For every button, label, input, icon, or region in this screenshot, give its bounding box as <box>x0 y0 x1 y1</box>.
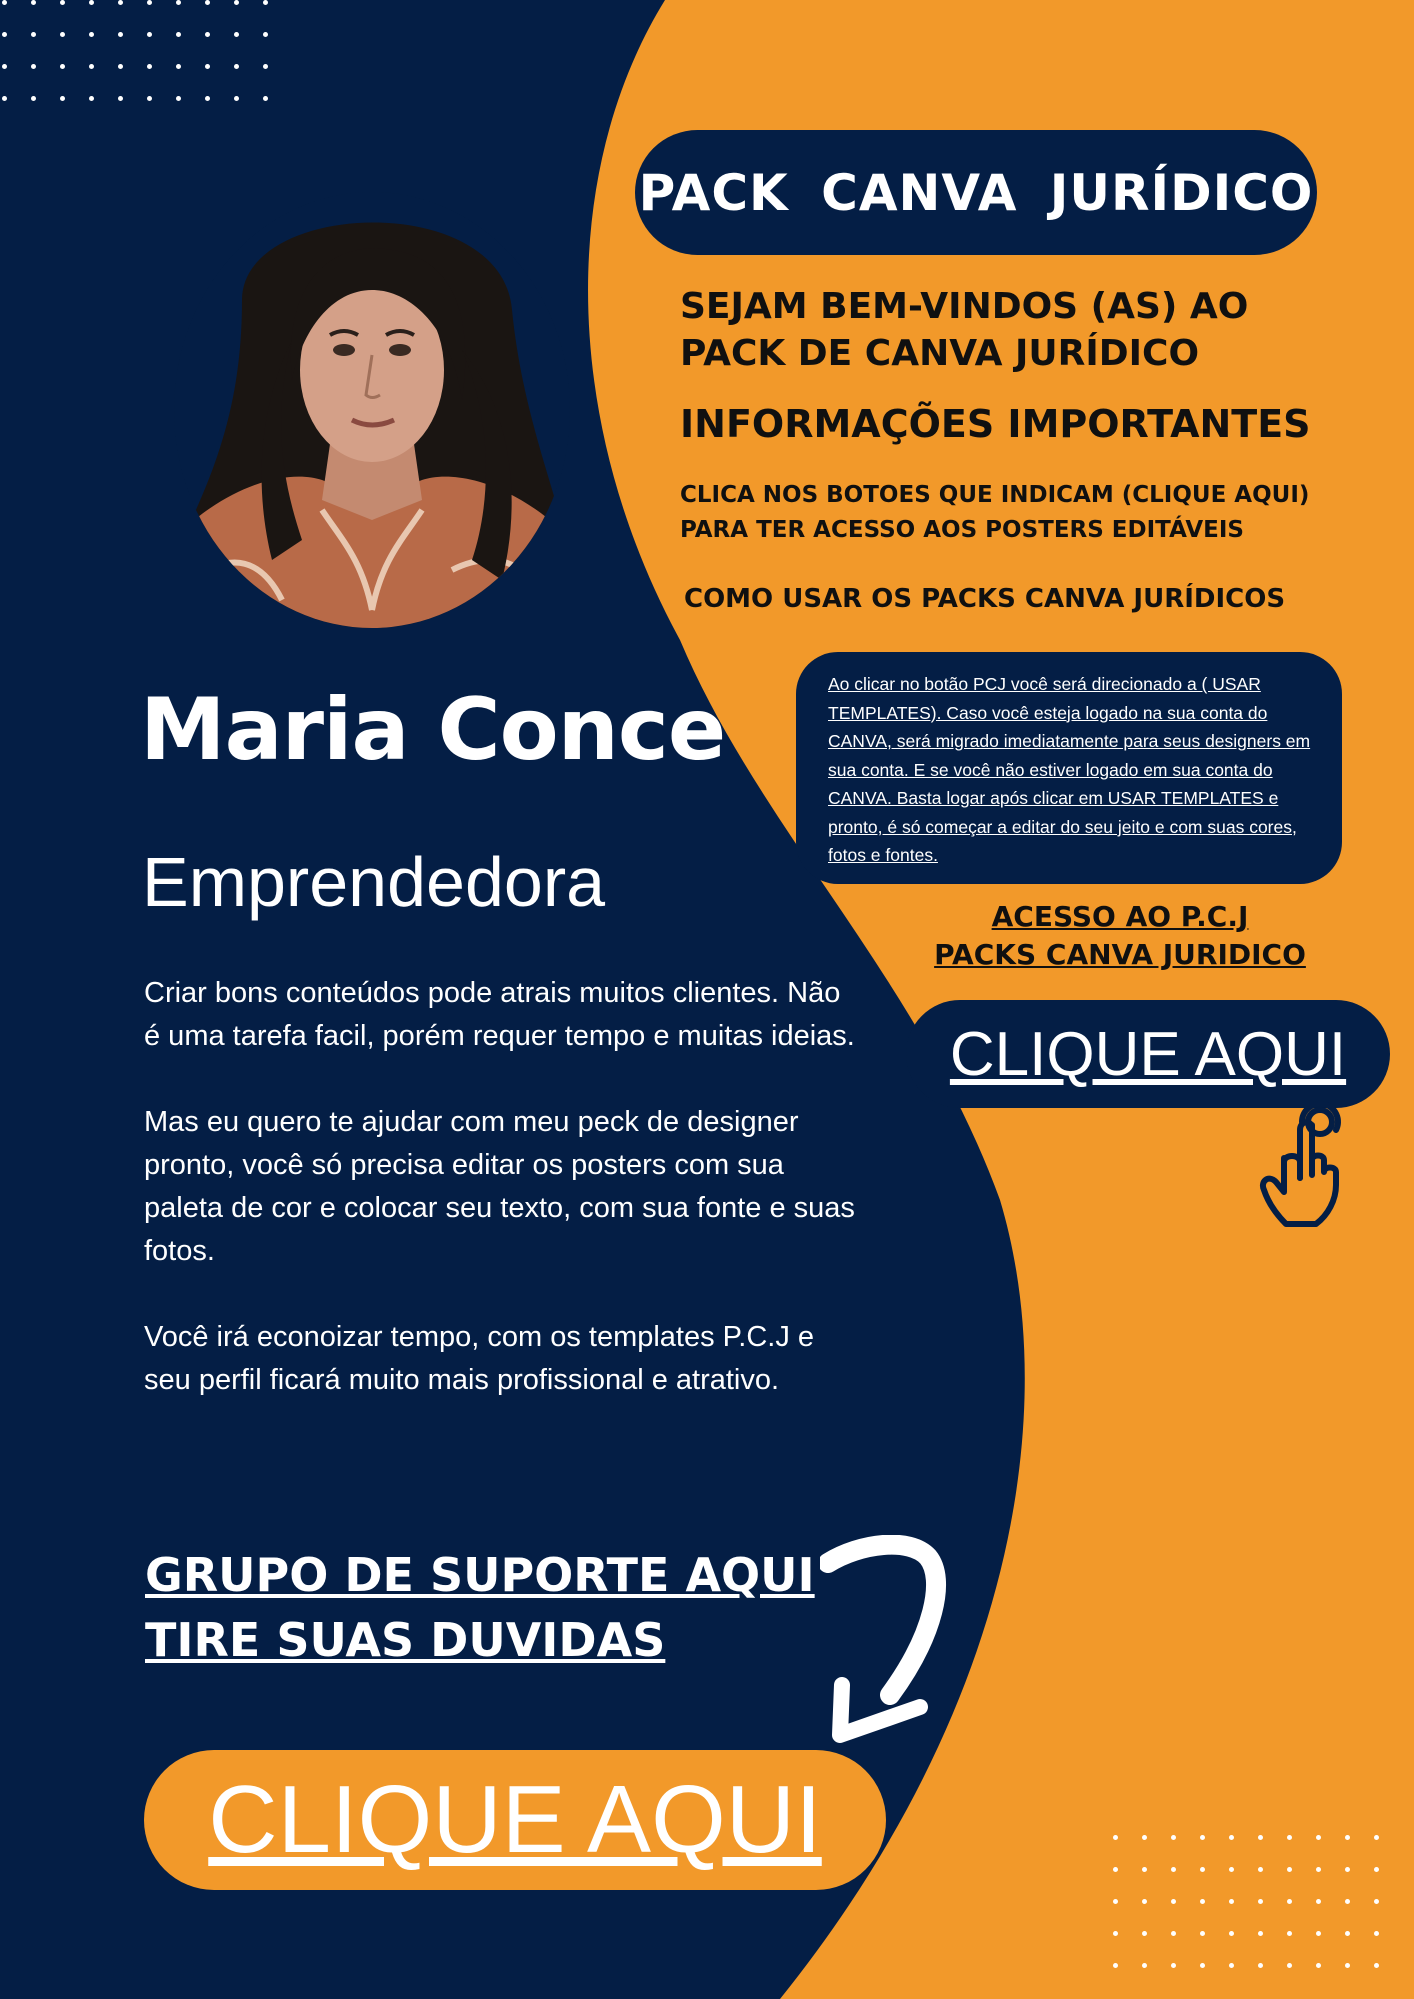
decorative-dot <box>234 64 239 69</box>
decorative-dot <box>1113 1931 1118 1936</box>
important-info-heading: INFORMAÇÕES IMPORTANTES <box>680 402 1311 446</box>
decorative-dot <box>1345 1931 1350 1936</box>
info-box-text: Ao clicar no botão PCJ você será direcionado a ( USAR TEMPLATES). Caso você esteja logado na sua conta do CANVA, será migrado imediatamente para seus designers em sua conta. E se você não estiver logado em sua conta do CANVA. Basta logar após clicar em USAR TEMPLATES e pronto, é só começar a editar do seu jeito e com suas cores, fotos e fontes. <box>828 674 1311 865</box>
decorative-dot <box>1258 1835 1263 1840</box>
decorative-dot <box>1345 1899 1350 1904</box>
decorative-dot <box>1258 1931 1263 1936</box>
clique-aqui-button-support-label: CLIQUE AQUI <box>208 1766 822 1873</box>
decorative-dot <box>31 96 36 101</box>
decorative-dot <box>234 96 239 101</box>
decorative-dot <box>2 64 7 69</box>
welcome-heading <box>680 283 1380 377</box>
decorative-dot <box>1200 1931 1205 1936</box>
instructions-line-1: CLICA NOS BOTOES QUE INDICAM (CLIQUE AQUI) <box>680 482 1310 508</box>
support-group-link[interactable] <box>145 1543 815 1673</box>
decorative-dot <box>60 64 65 69</box>
decorative-dot <box>1200 1835 1205 1840</box>
decorative-dot <box>263 64 268 69</box>
decorative-dot <box>1374 1899 1379 1904</box>
decorative-dot <box>1258 1963 1263 1968</box>
decorative-dot <box>1316 1867 1321 1872</box>
decorative-dot <box>263 32 268 37</box>
decorative-dot <box>205 0 210 5</box>
profile-bio <box>144 972 864 1445</box>
decorative-dot <box>1171 1931 1176 1936</box>
profile-name: Maria Conce <box>140 680 726 780</box>
decorative-dot <box>1200 1963 1205 1968</box>
decorative-dot <box>1287 1867 1292 1872</box>
decorative-dot <box>176 32 181 37</box>
decorative-dot <box>1113 1835 1118 1840</box>
decorative-dot <box>1316 1931 1321 1936</box>
decorative-dot <box>118 0 123 5</box>
decorative-dot <box>1374 1867 1379 1872</box>
decorative-dot <box>1229 1899 1234 1904</box>
bio-paragraph-3: Você irá econoizar tempo, com os templates P.C.J e seu perfil ficará muito mais profissional e atrativo. <box>144 1321 815 1396</box>
bio-paragraph-1: Criar bons conteúdos pode atrais muitos clientes. Não é uma tarefa facil, porém requer tempo e muitas ideias. <box>144 977 855 1052</box>
decorative-dot <box>147 0 152 5</box>
decorative-dot <box>1287 1835 1292 1840</box>
welcome-line-1: SEJAM BEM-VINDOS (AS) AO <box>680 286 1249 327</box>
decorative-dot <box>1345 1835 1350 1840</box>
decorative-dot <box>1142 1867 1147 1872</box>
decorative-dot <box>31 32 36 37</box>
decorative-dot <box>1374 1931 1379 1936</box>
curved-arrow-icon <box>820 1535 960 1745</box>
decorative-dot <box>2 96 7 101</box>
decorative-dot <box>1113 1899 1118 1904</box>
decorative-dot <box>263 96 268 101</box>
instructions-line-2: PARA TER ACESSO AOS POSTERS EDITÁVEIS <box>680 517 1244 543</box>
decorative-dot <box>118 32 123 37</box>
decorative-dot <box>89 0 94 5</box>
decorative-dot <box>1316 1899 1321 1904</box>
decorative-dot <box>1345 1867 1350 1872</box>
clique-aqui-button-packs-label: CLIQUE AQUI <box>949 1019 1347 1089</box>
decorative-dot <box>205 96 210 101</box>
access-heading <box>880 898 1360 974</box>
decorative-dot <box>31 0 36 5</box>
decorative-dot <box>1200 1899 1205 1904</box>
decorative-dot <box>1287 1899 1292 1904</box>
profile-role: Emprendedora <box>142 843 606 921</box>
decorative-dot <box>1229 1835 1234 1840</box>
decorative-dot <box>89 32 94 37</box>
decorative-dot <box>263 0 268 5</box>
access-line-1: ACESSO AO P.C.J <box>991 900 1249 933</box>
decorative-dot <box>176 0 181 5</box>
decorative-dot <box>1345 1963 1350 1968</box>
page-title: PACK CANVA JURÍDICO <box>638 163 1314 222</box>
decorative-dot <box>2 0 7 5</box>
support-line-2: TIRE SUAS DUVIDAS <box>145 1613 666 1667</box>
decorative-dot <box>1229 1931 1234 1936</box>
decorative-dot <box>1142 1899 1147 1904</box>
decorative-dot <box>205 32 210 37</box>
welcome-line-2: PACK DE CANVA JURÍDICO <box>680 333 1200 374</box>
decorative-dot-grid-bottom <box>1113 1835 1379 1968</box>
decorative-dot <box>176 96 181 101</box>
title-banner <box>635 130 1317 255</box>
decorative-dot <box>118 96 123 101</box>
decorative-dot <box>1171 1835 1176 1840</box>
decorative-dot <box>1171 1963 1176 1968</box>
decorative-dot <box>1258 1899 1263 1904</box>
decorative-dot <box>1142 1931 1147 1936</box>
info-box <box>796 652 1342 884</box>
decorative-dot <box>1200 1867 1205 1872</box>
decorative-dot <box>118 64 123 69</box>
decorative-dot <box>1229 1867 1234 1872</box>
decorative-dot <box>1142 1835 1147 1840</box>
decorative-dot <box>60 32 65 37</box>
decorative-dot-grid-top <box>2 0 268 101</box>
support-line-1: GRUPO DE SUPORTE AQUI <box>145 1548 815 1602</box>
avatar <box>172 180 572 630</box>
decorative-dot <box>234 0 239 5</box>
decorative-dot <box>1287 1931 1292 1936</box>
decorative-dot <box>205 64 210 69</box>
decorative-dot <box>1142 1963 1147 1968</box>
bio-paragraph-2: Mas eu quero te ajudar com meu peck de designer pronto, você só precisa editar os posters com sua paleta de cor e colocar seu texto, com sua fonte e suas fotos. <box>144 1106 855 1267</box>
tap-hand-icon <box>1250 1090 1360 1230</box>
decorative-dot <box>147 32 152 37</box>
decorative-dot <box>147 64 152 69</box>
decorative-dot <box>1316 1963 1321 1968</box>
decorative-dot <box>89 64 94 69</box>
decorative-dot <box>1374 1963 1379 1968</box>
how-to-heading: COMO USAR OS PACKS CANVA JURÍDICOS <box>684 584 1286 614</box>
instructions-text <box>680 478 1309 548</box>
decorative-dot <box>1287 1963 1292 1968</box>
decorative-dot <box>176 64 181 69</box>
decorative-dot <box>1171 1899 1176 1904</box>
decorative-dot <box>1171 1867 1176 1872</box>
decorative-dot <box>60 0 65 5</box>
decorative-dot <box>1113 1867 1118 1872</box>
decorative-dot <box>2 32 7 37</box>
access-line-2: PACKS CANVA JURIDICO <box>934 938 1306 971</box>
decorative-dot <box>1258 1867 1263 1872</box>
decorative-dot <box>31 64 36 69</box>
decorative-dot <box>1113 1963 1118 1968</box>
decorative-dot <box>89 96 94 101</box>
decorative-dot <box>234 32 239 37</box>
decorative-dot <box>1316 1835 1321 1840</box>
decorative-dot <box>1229 1963 1234 1968</box>
decorative-dot <box>1374 1835 1379 1840</box>
clique-aqui-button-support[interactable] <box>144 1750 886 1890</box>
decorative-dot <box>147 96 152 101</box>
decorative-dot <box>60 96 65 101</box>
